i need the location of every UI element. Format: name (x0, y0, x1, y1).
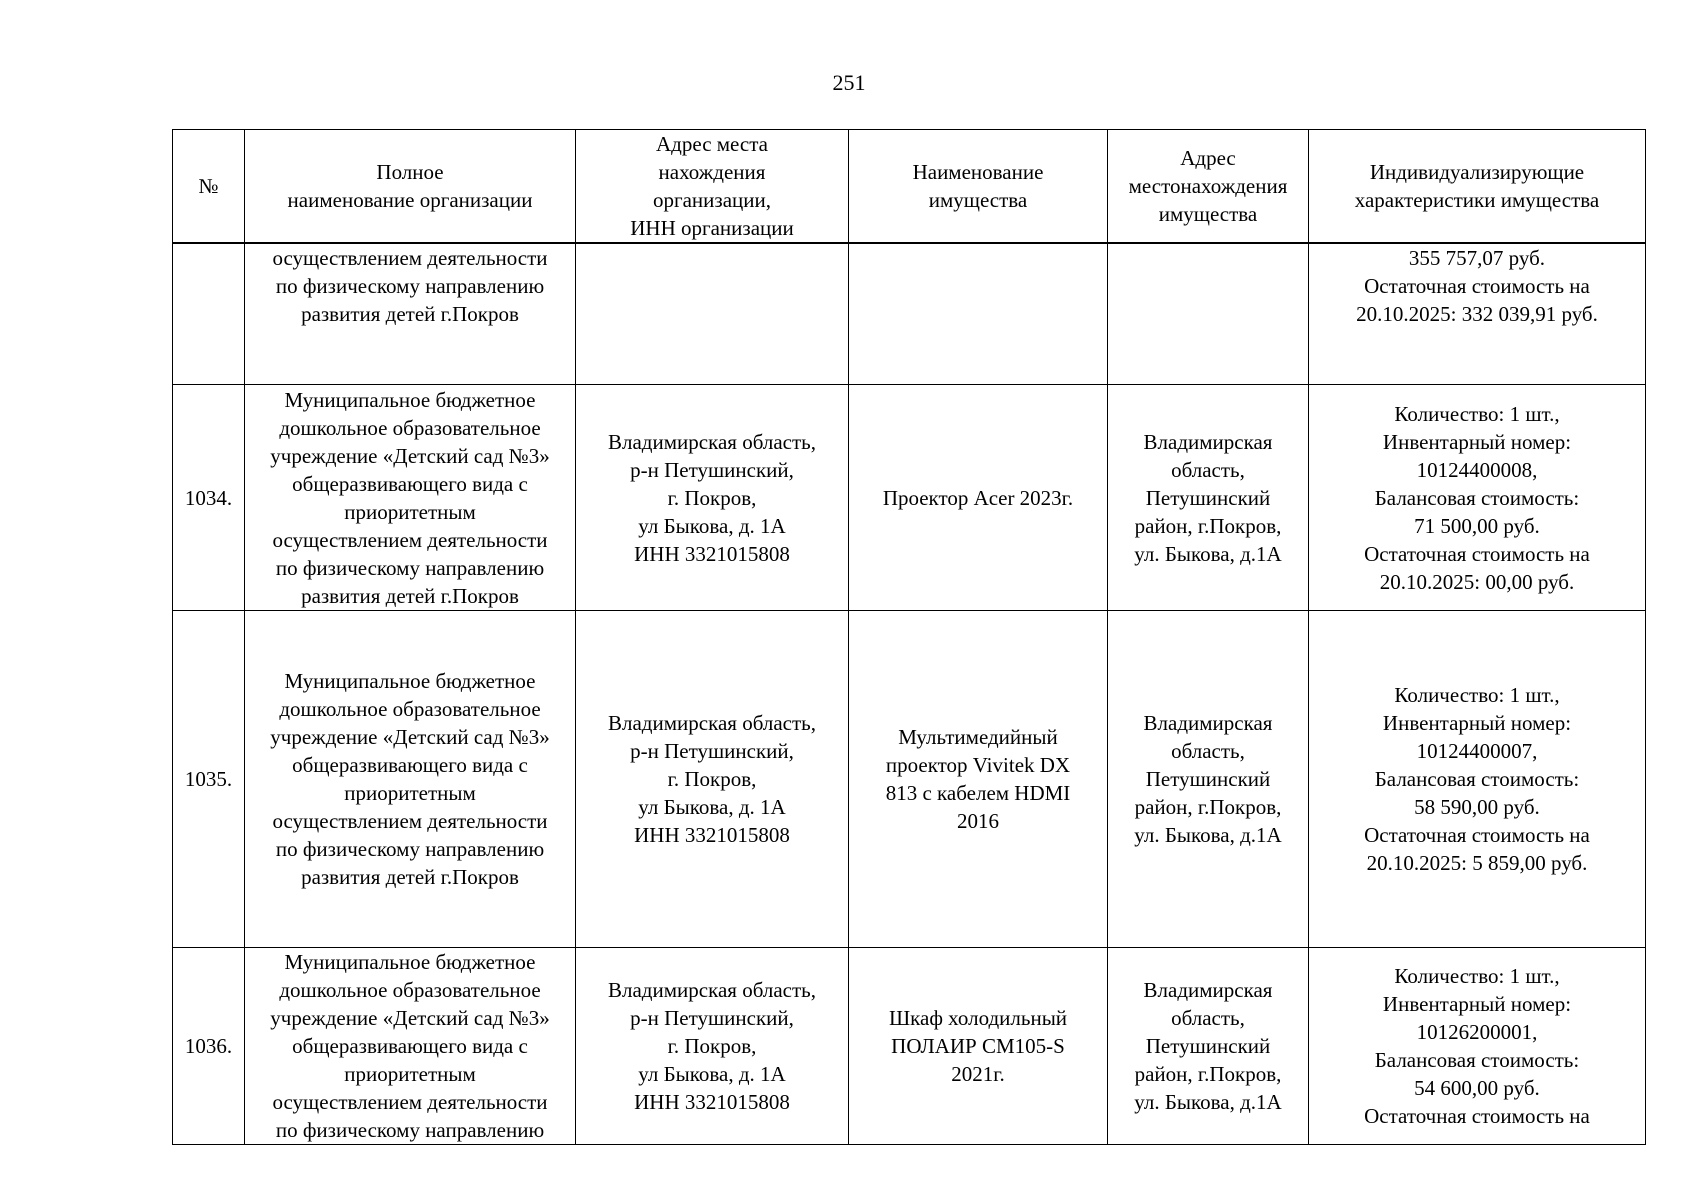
organization-name: Муниципальное бюджетное дошкольное образовательное учреждение «Детский сад №3» общеразвивающего вида с приоритетным осуществлением деятельности по физическому направлению (245, 948, 576, 1145)
organization-name: Муниципальное бюджетное дошкольное образовательное учреждение «Детский сад №3» общеразвивающего вида с приоритетным осуществлением деятельности по физическому направлению развития детей г.Покров (245, 385, 576, 611)
row-number: 1035. (173, 611, 245, 948)
header-organization-address: Адрес места нахождения организации, ИНН организации (576, 130, 849, 244)
row-number: 1036. (173, 948, 245, 1145)
page-number: 251 (832, 70, 866, 95)
property-name: Мультимедийный проектор Vivitek DX 813 с кабелем HDMI 2016 (849, 611, 1108, 948)
header-property-name: Наименование имущества (849, 130, 1108, 244)
row-number: 1034. (173, 385, 245, 611)
header-number: № (173, 130, 245, 244)
property-name: Проектор Acer 2023г. (849, 385, 1108, 611)
header-characteristics: Индивидуализирующие характеристики имущества (1309, 130, 1646, 244)
table-header (173, 130, 1646, 244)
property-name: Шкаф холодильный ПОЛАИР CM105-S 2021г. (849, 948, 1108, 1145)
table-body (173, 243, 1646, 1145)
table-row (173, 243, 1646, 385)
organization-address: Владимирская область, р-н Петушинский, г. Покров, ул Быкова, д. 1А ИНН 3321015808 (576, 385, 849, 611)
property-characteristics: Количество: 1 шт., Инвентарный номер: 10124400008, Балансовая стоимость: 71 500,00 руб. Остаточная стоимость на 20.10.2025: 00,00 руб. (1309, 385, 1646, 611)
property-registry-table (172, 129, 1646, 1145)
table-row (173, 948, 1646, 1145)
property-characteristics: Количество: 1 шт., Инвентарный номер: 10126200001, Балансовая стоимость: 54 600,00 руб. Остаточная стоимость на (1309, 948, 1646, 1145)
header-organization-name: Полное наименование организации (245, 130, 576, 244)
property-address: Владимирская область, Петушинский район, г.Покров, ул. Быкова, д.1А (1108, 948, 1309, 1145)
property-characteristics: Количество: 1 шт., Инвентарный номер: 10124400007, Балансовая стоимость: 58 590,00 руб. Остаточная стоимость на 20.10.2025: 5 859,00 руб. (1309, 611, 1646, 948)
table-row (173, 611, 1646, 948)
header-row (173, 130, 1646, 244)
organization-name: осуществлением деятельности по физическому направлению развития детей г.Покров (245, 243, 576, 385)
header-property-address: Адрес местонахождения имущества (1108, 130, 1309, 244)
property-name (849, 243, 1108, 385)
organization-address (576, 243, 849, 385)
table-row (173, 385, 1646, 611)
row-number (173, 243, 245, 385)
organization-name: Муниципальное бюджетное дошкольное образовательное учреждение «Детский сад №3» общеразвивающего вида с приоритетным осуществлением деятельности по физическому направлению развития детей г.Покров (245, 611, 576, 948)
organization-address: Владимирская область, р-н Петушинский, г. Покров, ул Быкова, д. 1А ИНН 3321015808 (576, 948, 849, 1145)
property-address: Владимирская область, Петушинский район, г.Покров, ул. Быкова, д.1А (1108, 385, 1309, 611)
property-characteristics: 355 757,07 руб. Остаточная стоимость на 20.10.2025: 332 039,91 руб. (1309, 243, 1646, 385)
property-address: Владимирская область, Петушинский район, г.Покров, ул. Быкова, д.1А (1108, 611, 1309, 948)
property-address (1108, 243, 1309, 385)
organization-address: Владимирская область, р-н Петушинский, г. Покров, ул Быкова, д. 1А ИНН 3321015808 (576, 611, 849, 948)
